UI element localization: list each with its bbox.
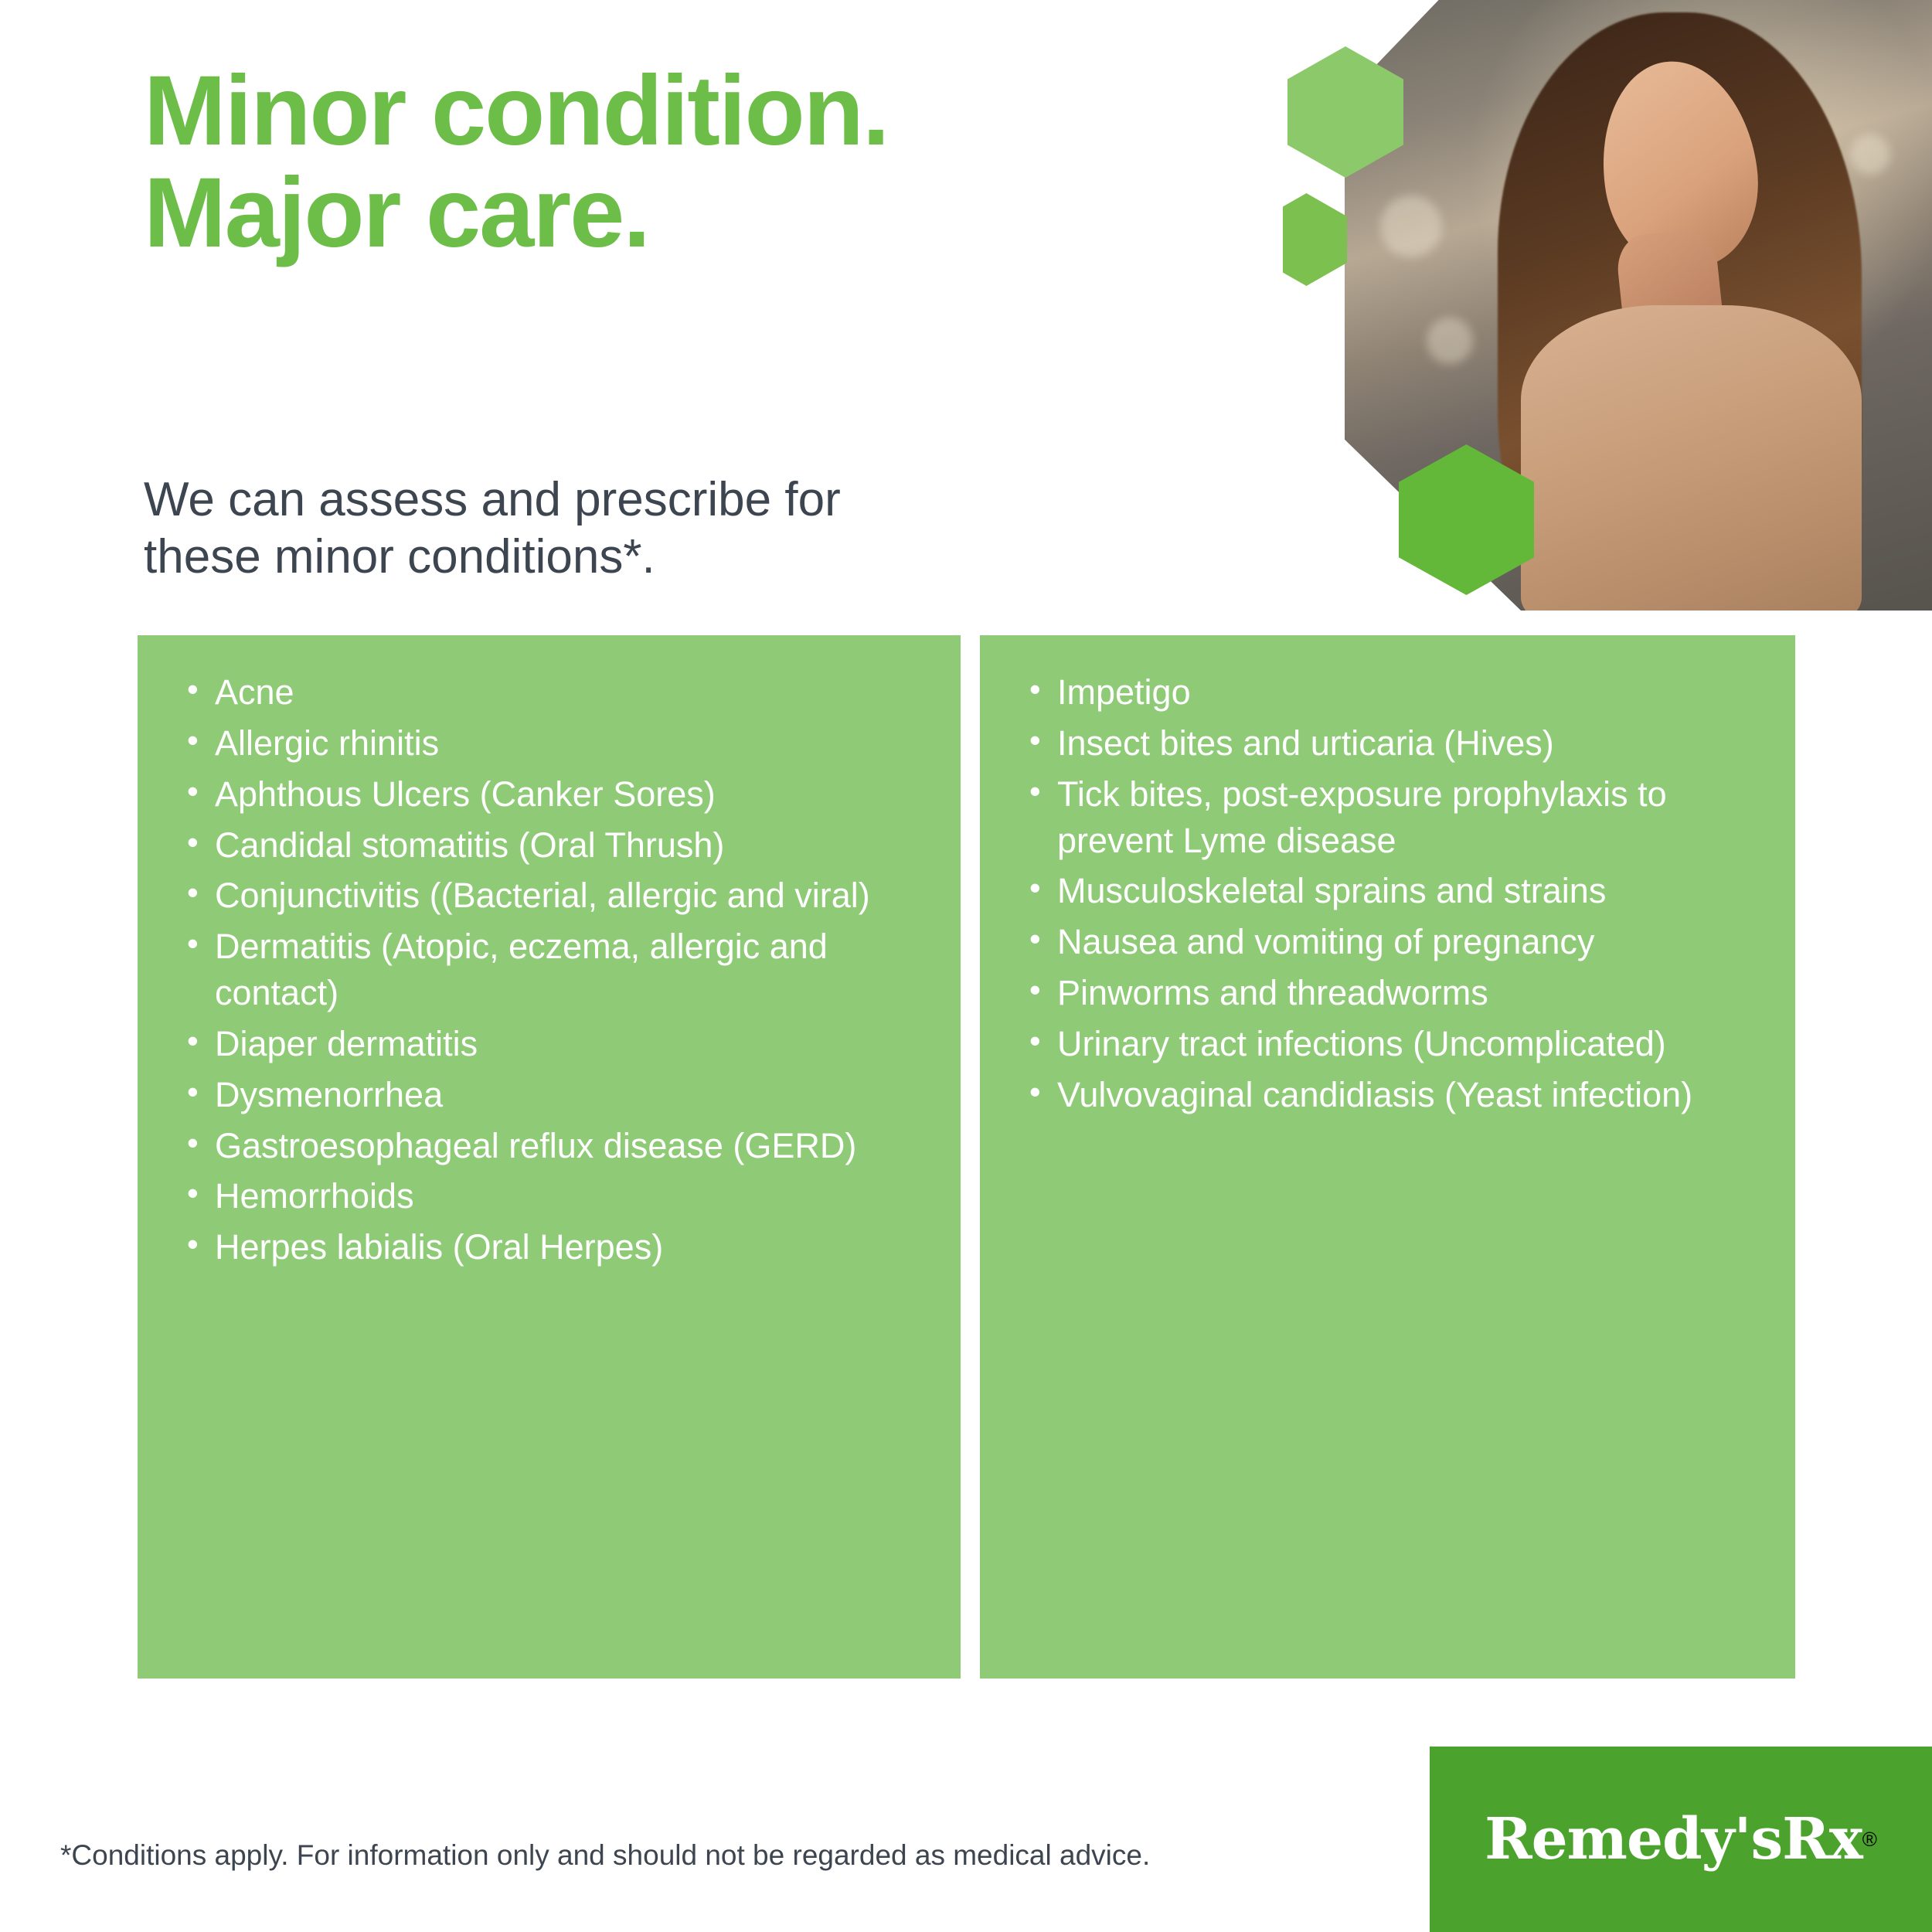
hero-image: [1283, 0, 1932, 611]
woman-sweater: [1521, 305, 1862, 611]
list-item: • Impetigo: [1025, 669, 1764, 716]
page-title: Minor condition. Major care.: [144, 56, 889, 268]
list-item: • Pinworms and threadworms: [1025, 970, 1764, 1016]
hexagon-accent-icon: [1283, 193, 1347, 286]
bokeh-light: [1427, 318, 1473, 364]
list-item: • Musculoskeletal sprains and strains: [1025, 868, 1764, 914]
list-item: • Dermatitis (Atopic, eczema, allergic and contact): [182, 923, 930, 1016]
conditions-list-right: [980, 635, 1795, 1118]
bokeh-light: [1380, 196, 1442, 257]
list-item: • Vulvovaginal candidiasis (Yeast infection): [1025, 1072, 1764, 1118]
brand-logo-text: Remedy'sRx: [1485, 1806, 1862, 1872]
list-item: • Herpes labialis (Oral Herpes): [182, 1224, 930, 1270]
list-item: • Tick bites, post-exposure prophylaxis to prevent Lyme disease: [1025, 771, 1764, 864]
list-item: • Aphthous Ulcers (Canker Sores): [182, 771, 930, 818]
list-item: • Gastroesophageal reflux disease (GERD): [182, 1123, 930, 1169]
list-item: • Hemorrhoids: [182, 1173, 930, 1219]
list-item: • Insect bites and urticaria (Hives): [1025, 720, 1764, 767]
list-item: • Diaper dermatitis: [182, 1021, 930, 1067]
bokeh-light: [1850, 134, 1890, 175]
list-item: • Acne: [182, 669, 930, 716]
list-item: • Dysmenorrhea: [182, 1072, 930, 1118]
conditions-panel-right: [980, 635, 1795, 1679]
brand-logo: [1430, 1747, 1932, 1932]
list-item: • Urinary tract infections (Uncomplicated): [1025, 1021, 1764, 1067]
list-item: • Conjunctivitis ((Bacterial, allergic and viral): [182, 872, 930, 919]
list-item: • Allergic rhinitis: [182, 720, 930, 767]
registered-mark: ®: [1862, 1827, 1877, 1851]
list-item: • Nausea and vomiting of pregnancy: [1025, 919, 1764, 965]
footnote-disclaimer: *Conditions apply. For information only and should not be regarded as medical advice.: [60, 1839, 1151, 1871]
conditions-list-left: [138, 635, 961, 1270]
list-item: • Candidal stomatitis (Oral Thrush): [182, 822, 930, 869]
conditions-panel-left: [138, 635, 961, 1679]
page-subtitle: We can assess and prescribe for these minor conditions*.: [144, 473, 841, 584]
